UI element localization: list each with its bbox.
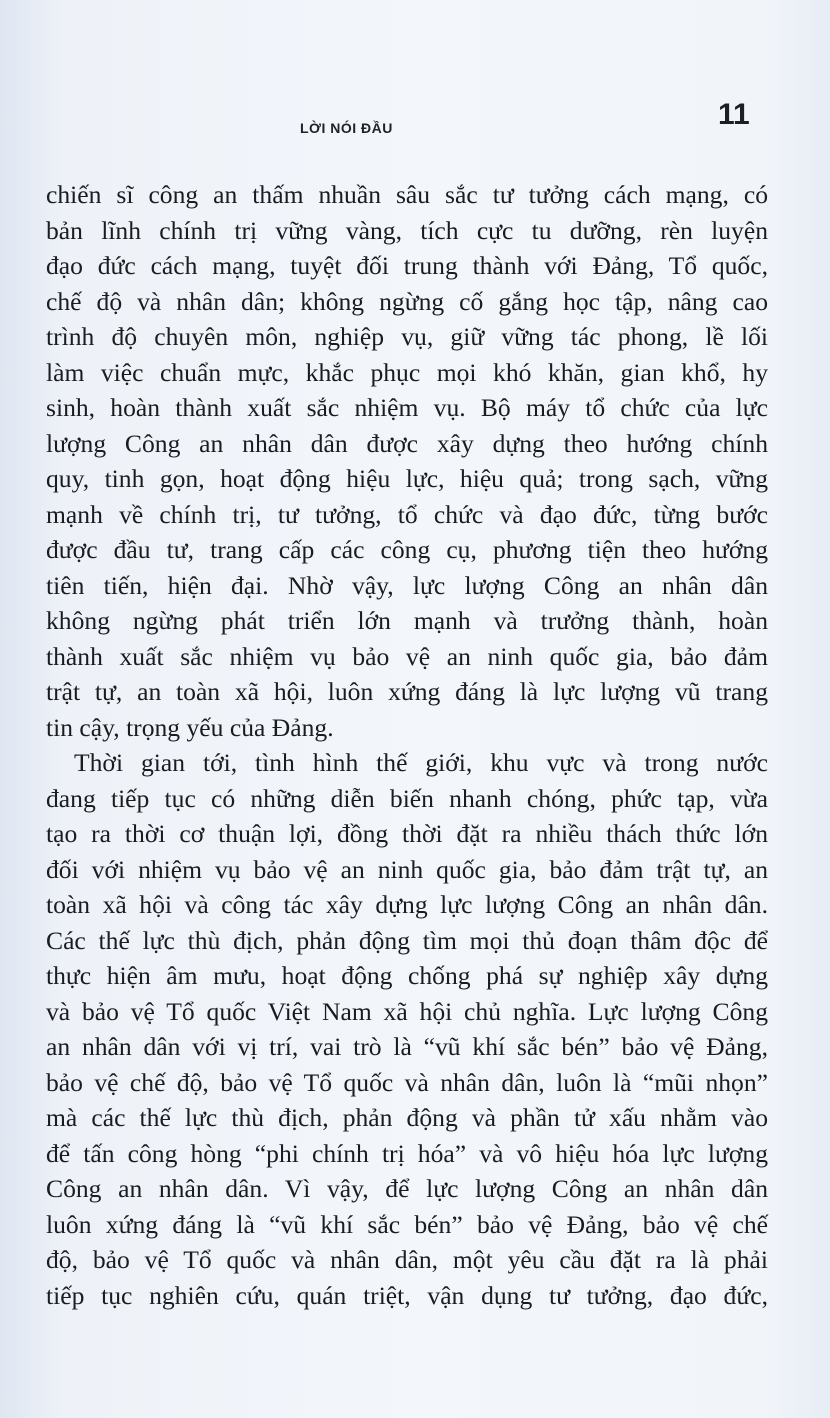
body-text xyxy=(46,177,768,1313)
text-line: mà các thế lực thù địch, phản động và phần tử xấu nhằm vào xyxy=(46,1103,768,1132)
text-line: đang tiếp tục có những diễn biến nhanh chóng, phức tạp, vừa xyxy=(46,783,768,813)
text-line: luôn xứng đáng là “vũ khí sắc bén” bảo vệ Đảng, bảo vệ chế xyxy=(46,1209,768,1239)
text-line: Các thế lực thù địch, phản động tìm mọi thủ đoạn thâm độc để xyxy=(46,925,768,955)
section-title: LỜI NÓI ĐẦU xyxy=(300,120,393,136)
text-line: trình độ chuyên môn, nghiệp vụ, giữ vững tác phong, lề lối xyxy=(46,322,768,351)
text-line: toàn xã hội và công tác xây dựng lực lượng Công an nhân dân. xyxy=(46,890,768,919)
text-line: tạo ra thời cơ thuận lợi, đồng thời đặt ra nhiều thách thức lớn xyxy=(46,819,768,848)
text-line: Công an nhân dân. Vì vậy, để lực lượng Công an nhân dân xyxy=(46,1174,768,1203)
page-number: 11 xyxy=(718,98,750,131)
text-line: bảo vệ chế độ, bảo vệ Tổ quốc và nhân dân, luôn là “mũi nhọn” xyxy=(46,1067,768,1097)
text-line: Thời gian tới, tình hình thế giới, khu vực và trong nước xyxy=(74,748,768,777)
text-line: mạnh về chính trị, tư tưởng, tổ chức và đạo đức, từng bước xyxy=(46,499,768,529)
text-line: tin cậy, trọng yếu của Đảng. xyxy=(46,712,334,742)
text-line: an nhân dân với vị trí, vai trò là “vũ khí sắc bén” bảo vệ Đảng, xyxy=(46,1032,768,1061)
text-line: chiến sĩ công an thấm nhuần sâu sắc tư tưởng cách mạng, có xyxy=(46,180,768,209)
text-line: trật tự, an toàn xã hội, luôn xứng đáng là lực lượng vũ trang xyxy=(46,677,768,706)
text-line: quy, tinh gọn, hoạt động hiệu lực, hiệu quả; trong sạch, vững xyxy=(46,464,768,493)
text-line: thành xuất sắc nhiệm vụ bảo vệ an ninh quốc gia, bảo đảm xyxy=(46,641,768,671)
text-line: và bảo vệ Tổ quốc Việt Nam xã hội chủ nghĩa. Lực lượng Công xyxy=(46,996,768,1026)
text-line: đối với nhiệm vụ bảo vệ an ninh quốc gia, bảo đảm trật tự, an xyxy=(46,854,768,884)
text-line: tiên tiến, hiện đại. Nhờ vậy, lực lượng Công an nhân dân xyxy=(46,570,768,600)
text-line: sinh, hoàn thành xuất sắc nhiệm vụ. Bộ máy tổ chức của lực xyxy=(46,393,768,422)
text-line: chế độ và nhân dân; không ngừng cố gắng học tập, nâng cao xyxy=(46,286,768,316)
text-line: làm việc chuẩn mực, khắc phục mọi khó khăn, gian khổ, hy xyxy=(46,357,768,387)
paragraph xyxy=(46,745,768,1313)
paragraph xyxy=(46,177,768,745)
text-line: độ, bảo vệ Tổ quốc và nhân dân, một yêu cầu đặt ra là phải xyxy=(46,1245,768,1274)
text-line: thực hiện âm mưu, hoạt động chống phá sự nghiệp xây dựng xyxy=(46,961,768,990)
running-head xyxy=(0,96,830,136)
text-line: đạo đức cách mạng, tuyệt đối trung thành với Đảng, Tổ quốc, xyxy=(46,251,768,280)
text-line: lượng Công an nhân dân được xây dựng theo hướng chính xyxy=(46,428,768,458)
text-line: không ngừng phát triển lớn mạnh và trưởng thành, hoàn xyxy=(46,606,768,635)
text-line: để tấn công hòng “phi chính trị hóa” và vô hiệu hóa lực lượng xyxy=(46,1138,768,1168)
text-line: tiếp tục nghiên cứu, quán triệt, vận dụng tư tưởng, đạo đức, xyxy=(46,1280,768,1310)
text-line: được đầu tư, trang cấp các công cụ, phương tiện theo hướng xyxy=(46,535,768,564)
text-line: bản lĩnh chính trị vững vàng, tích cực tu dưỡng, rèn luyện xyxy=(46,215,768,245)
